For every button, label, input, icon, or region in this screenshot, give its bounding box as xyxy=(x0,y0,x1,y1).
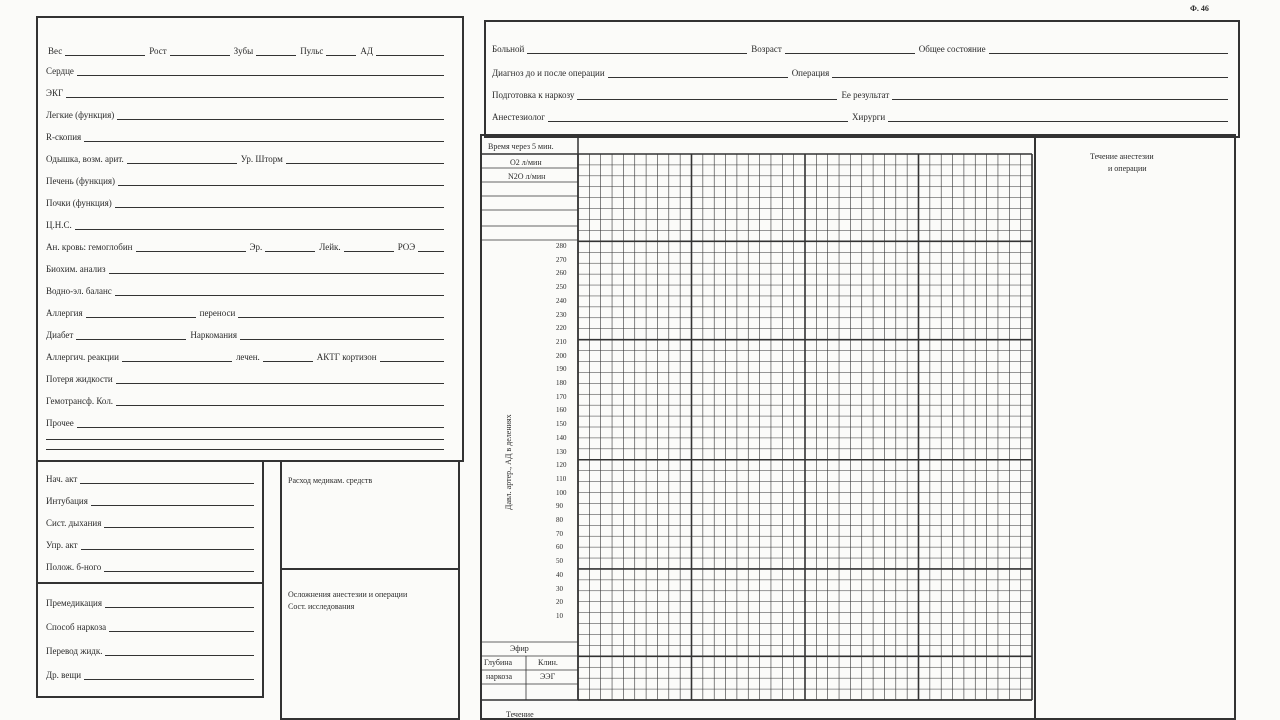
box-row xyxy=(46,492,258,506)
exam-row xyxy=(46,260,448,274)
exam-row-label: Диабет xyxy=(46,330,74,340)
row-vitals xyxy=(48,42,448,56)
research-label: Сост. исследования xyxy=(288,602,355,611)
box-row-field[interactable] xyxy=(109,622,254,632)
exam-row-field[interactable] xyxy=(117,110,444,120)
condition-label: Общее состояние xyxy=(918,44,986,54)
blank-line-field[interactable] xyxy=(46,440,444,450)
scale-tick-label: 230 xyxy=(556,310,567,319)
exam-row-field[interactable] xyxy=(136,242,246,252)
weight-label: Вес xyxy=(48,46,63,56)
course-title-1: Течение анестезии xyxy=(1090,152,1154,161)
age-field[interactable] xyxy=(785,44,915,54)
box-row-field[interactable] xyxy=(104,518,254,528)
scale-tick-label: 70 xyxy=(556,529,563,538)
bp-field[interactable] xyxy=(376,46,444,56)
course-column xyxy=(1034,134,1236,720)
diagnosis-field[interactable] xyxy=(608,68,788,78)
teeth-field[interactable] xyxy=(256,46,296,56)
exam-row-field[interactable] xyxy=(127,154,237,164)
exam-row-label: R-скопия xyxy=(46,132,82,142)
exam-row xyxy=(46,106,448,120)
header-row-3 xyxy=(492,86,1232,100)
scale-tick-label: 250 xyxy=(556,283,567,292)
scale-tick-label: 170 xyxy=(556,392,567,401)
scale-tick-label: 140 xyxy=(556,433,567,442)
header-row-4 xyxy=(492,108,1232,122)
box-row-label: Упр. акт xyxy=(46,540,78,550)
box-row-label: Сист. дыхания xyxy=(46,518,102,528)
course-title-2: и операции xyxy=(1108,164,1147,173)
exam-row-sublabel: РОЭ xyxy=(397,242,416,252)
exam-row-field[interactable] xyxy=(380,352,444,362)
exam-row-field[interactable] xyxy=(122,352,232,362)
scale-tick-label: 50 xyxy=(556,557,563,566)
scale-tick-label: 150 xyxy=(556,420,567,429)
scale-tick-label: 260 xyxy=(556,269,567,278)
header-row-2 xyxy=(492,64,1232,78)
exam-row-field[interactable] xyxy=(84,132,444,142)
exam-row-label: Гемотрансф. Кол. xyxy=(46,396,114,406)
scale-tick-label: 200 xyxy=(556,351,567,360)
exam-row xyxy=(46,172,448,186)
scale-tick-label: 40 xyxy=(556,570,563,579)
scale-tick-label: 30 xyxy=(556,584,563,593)
n2o-label: N2O л/мин xyxy=(508,172,546,181)
exam-row xyxy=(46,238,448,252)
exam-row-label: Потеря жидкости xyxy=(46,374,113,384)
box-row-field[interactable] xyxy=(105,598,254,608)
exam-row-field[interactable] xyxy=(115,198,444,208)
exam-row-label: Легкие (функция) xyxy=(46,110,115,120)
scale-tick-label: 280 xyxy=(556,242,567,250)
exam-row-label: Прочее xyxy=(46,418,74,428)
scale-tick-label: 20 xyxy=(556,598,563,607)
exam-row-label: Почки (функция) xyxy=(46,198,112,208)
exam-row xyxy=(46,150,448,164)
exam-row-field[interactable] xyxy=(116,374,444,384)
exam-row xyxy=(46,62,448,76)
exam-row-field[interactable] xyxy=(116,396,444,406)
exam-row-field[interactable] xyxy=(118,176,444,186)
medication-label: Расход медикам. средств xyxy=(288,476,373,485)
exam-row-field[interactable] xyxy=(263,352,313,362)
exam-row-sublabel: Эр. xyxy=(249,242,263,252)
exam-row-sublabel: АКТГ кортизон xyxy=(316,352,377,362)
exam-row xyxy=(46,348,448,362)
box-row-field[interactable] xyxy=(104,562,254,572)
anesthesiologist-label: Анестезиолог xyxy=(492,112,546,122)
preparation-field[interactable] xyxy=(577,90,837,100)
box-row-field[interactable] xyxy=(91,496,254,506)
box-row xyxy=(46,558,258,572)
box-row-field[interactable] xyxy=(80,474,254,484)
exam-row xyxy=(46,392,448,406)
exam-row-field[interactable] xyxy=(115,286,444,296)
narcosis-label: наркоза xyxy=(486,672,513,681)
header-row-1 xyxy=(492,40,1232,54)
box-row-label: Интубация xyxy=(46,496,88,506)
exam-row-label: Биохим. анализ xyxy=(46,264,106,274)
exam-row xyxy=(46,194,448,208)
exam-row-field[interactable] xyxy=(286,154,444,164)
scale-tick-label: 60 xyxy=(556,543,563,552)
result-label: Ее результат xyxy=(841,90,890,100)
exam-row-field[interactable] xyxy=(86,308,196,318)
scale-tick-label: 190 xyxy=(556,365,567,374)
exam-row-field[interactable] xyxy=(265,242,315,252)
anesthesiologist-field[interactable] xyxy=(548,112,848,122)
scale-tick-label: 130 xyxy=(556,447,567,456)
scale-tick-label: 220 xyxy=(556,324,567,333)
exam-row-sublabel: Ур. Шторм xyxy=(240,154,283,164)
time-label: Время через 5 мин. xyxy=(488,142,554,151)
exam-row-sublabel: переноси xyxy=(199,308,236,318)
exam-row-label: Печень (функция) xyxy=(46,176,116,186)
weight-field[interactable] xyxy=(65,46,145,56)
scale-tick-label: 240 xyxy=(556,296,567,305)
box-row-field[interactable] xyxy=(105,646,254,656)
diagnosis-label: Диагноз до и после операции xyxy=(492,68,605,78)
operation-field[interactable] xyxy=(832,68,1228,78)
exam-row xyxy=(46,84,448,98)
scale-tick-label: 80 xyxy=(556,516,563,524)
exam-row xyxy=(46,326,448,340)
box-row-label: Др. вещи xyxy=(46,670,82,680)
chart-grid[interactable] xyxy=(480,134,1036,720)
box-row-label: Премедикация xyxy=(46,598,102,608)
exam-row-sublabel: Наркомания xyxy=(190,330,237,340)
box-row-label: Нач. акт xyxy=(46,474,78,484)
exam-row-label: Ан. кровь: гемоглобин xyxy=(46,242,133,252)
o2-label: О2 л/мин xyxy=(510,158,542,167)
form-stamp: Ф. 46 xyxy=(1190,4,1209,13)
exam-row-label: Ц.Н.С. xyxy=(46,220,72,230)
scale-tick-label: 90 xyxy=(556,502,563,511)
exam-row-label: Аллергия xyxy=(46,308,83,318)
box-row xyxy=(46,536,258,550)
box-row xyxy=(46,594,258,608)
scale-tick-label: 110 xyxy=(556,474,567,483)
operation-label: Операция xyxy=(791,68,830,78)
age-label: Возраст xyxy=(751,44,782,54)
exam-row-field[interactable] xyxy=(77,66,444,76)
exam-row-field[interactable] xyxy=(240,330,444,340)
exam-row-field[interactable] xyxy=(76,330,186,340)
clinical-label: Клин. xyxy=(538,658,558,667)
patient-label: Больной xyxy=(492,44,525,54)
exam-row xyxy=(46,282,448,296)
box-row xyxy=(46,666,258,680)
pulse-field[interactable] xyxy=(326,46,356,56)
box-row xyxy=(46,514,258,528)
exam-row-field[interactable] xyxy=(238,308,444,318)
footer-label: Течение xyxy=(506,710,534,719)
bp-axis-label: Давл. артер., АД в делениях xyxy=(504,414,513,510)
exam-row-label: Сердце xyxy=(46,66,74,76)
exam-row xyxy=(46,304,448,318)
exam-row-label: Одышка, возм. арит. xyxy=(46,154,124,164)
preparation-label: Подготовка к наркозу xyxy=(492,90,575,100)
teeth-label: Зубы xyxy=(233,46,254,56)
box-row xyxy=(46,470,258,484)
height-label: Рост xyxy=(149,46,167,56)
exam-row-field[interactable] xyxy=(418,242,444,252)
box-row xyxy=(46,618,258,632)
scale-tick-label: 210 xyxy=(556,337,567,346)
scale-tick-label: 180 xyxy=(556,379,567,387)
scale-tick-label: 120 xyxy=(556,461,567,470)
scale-tick-label: 10 xyxy=(556,611,563,620)
surgeons-label: Хирурги xyxy=(852,112,886,122)
box-row-label: Способ наркоза xyxy=(46,622,107,632)
height-field[interactable] xyxy=(170,46,230,56)
result-field[interactable] xyxy=(892,90,1228,100)
bp-label: АД xyxy=(360,46,374,56)
blank-line[interactable] xyxy=(46,436,448,450)
exam-row xyxy=(46,216,448,230)
box-row xyxy=(46,642,258,656)
eeg-label: ЭЭГ xyxy=(540,672,556,681)
surgeons-field[interactable] xyxy=(888,112,1228,122)
exam-row-sublabel: лечен. xyxy=(235,352,260,362)
box-row-field[interactable] xyxy=(84,670,254,680)
box-row-label: Перевод жидк. xyxy=(46,646,103,656)
exam-row-label: Водно-эл. баланс xyxy=(46,286,112,296)
exam-row-field[interactable] xyxy=(75,220,444,230)
scale-tick-label: 160 xyxy=(556,406,567,415)
condition-field[interactable] xyxy=(989,44,1228,54)
exam-row-field[interactable] xyxy=(344,242,394,252)
scale-tick-label: 270 xyxy=(556,255,567,264)
complications-label: Осложнения анестезии и операции xyxy=(288,590,408,599)
exam-row xyxy=(46,370,448,384)
exam-row-field[interactable] xyxy=(66,88,444,98)
exam-row-label: Аллергич. реакции xyxy=(46,352,119,362)
box-row-label: Полож. б-ного xyxy=(46,562,102,572)
exam-row xyxy=(46,128,448,142)
scale-tick-label: 100 xyxy=(556,488,567,497)
exam-row-field[interactable] xyxy=(109,264,444,274)
depth-label: Глубина xyxy=(484,658,513,667)
exam-row-label: ЭКГ xyxy=(46,88,64,98)
exam-row-sublabel: Лейк. xyxy=(319,242,341,252)
pulse-label: Пульс xyxy=(300,46,324,56)
ether-label: Эфир xyxy=(510,644,529,653)
box-row-field[interactable] xyxy=(81,540,254,550)
patient-field[interactable] xyxy=(527,44,747,54)
